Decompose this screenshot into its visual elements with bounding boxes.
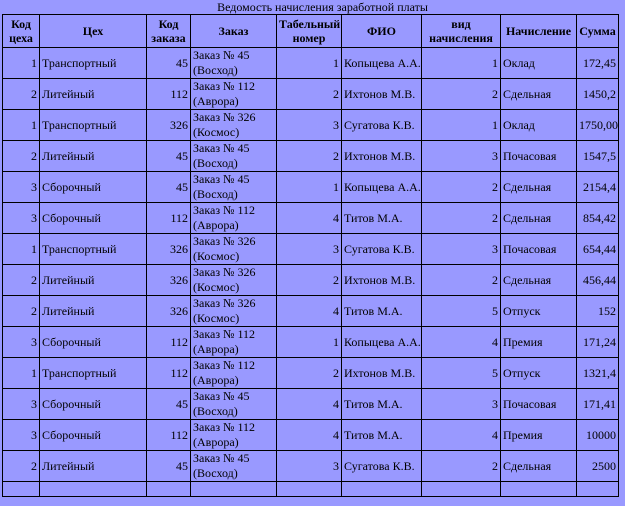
full-name-cell[interactable]: Титов М.А. bbox=[342, 296, 422, 327]
accrual-cell[interactable]: Премия bbox=[501, 327, 577, 358]
personnel-number-cell[interactable]: 1 bbox=[277, 172, 342, 203]
order-code-cell[interactable]: 112 bbox=[147, 203, 191, 234]
accrual-cell[interactable]: Сдельная bbox=[501, 451, 577, 482]
order-code-cell[interactable]: 45 bbox=[147, 451, 191, 482]
table-row bbox=[3, 48, 619, 79]
personnel-number-cell[interactable]: 2 bbox=[277, 79, 342, 110]
personnel-number-cell[interactable]: 4 bbox=[277, 296, 342, 327]
personnel-number-cell[interactable]: 4 bbox=[277, 420, 342, 451]
accrual-cell[interactable]: Премия bbox=[501, 420, 577, 451]
accrual-type-cell[interactable]: 3 bbox=[422, 141, 501, 172]
accrual-cell[interactable]: Отпуск bbox=[501, 358, 577, 389]
accrual-cell[interactable] bbox=[501, 482, 577, 497]
header-personnel-number: Табельный номер bbox=[277, 15, 342, 48]
shop-code-cell[interactable]: 2 bbox=[3, 296, 40, 327]
accrual-type-cell[interactable]: 3 bbox=[422, 389, 501, 420]
personnel-number-cell[interactable]: 4 bbox=[277, 203, 342, 234]
accrual-cell[interactable]: Почасовая bbox=[501, 234, 577, 265]
table-row bbox=[3, 358, 619, 389]
order-cell[interactable]: Заказ № 326 (Космос) bbox=[191, 296, 277, 327]
table-row bbox=[3, 234, 619, 265]
full-name-cell[interactable]: Ихтонов М.В. bbox=[342, 141, 422, 172]
order-cell[interactable]: Заказ № 326 (Космос) bbox=[191, 234, 277, 265]
amount-cell[interactable]: 2154,4 bbox=[577, 172, 619, 203]
order-code-cell[interactable]: 326 bbox=[147, 234, 191, 265]
amount-cell[interactable]: 2500 bbox=[577, 451, 619, 482]
personnel-number-cell[interactable] bbox=[277, 482, 342, 497]
order-cell[interactable]: Заказ № 45 (Восход) bbox=[191, 141, 277, 172]
amount-cell[interactable]: 456,44 bbox=[577, 265, 619, 296]
order-cell[interactable]: Заказ № 45 (Восход) bbox=[191, 48, 277, 79]
accrual-type-cell[interactable]: 5 bbox=[422, 358, 501, 389]
header-accrual: Начисление bbox=[501, 15, 577, 48]
order-code-cell[interactable]: 45 bbox=[147, 172, 191, 203]
accrual-type-cell[interactable]: 3 bbox=[422, 234, 501, 265]
table-row bbox=[3, 327, 619, 358]
accrual-cell[interactable]: Сдельная bbox=[501, 172, 577, 203]
order-cell[interactable]: Заказ № 45 (Восход) bbox=[191, 451, 277, 482]
amount-cell[interactable] bbox=[577, 482, 619, 497]
order-code-cell[interactable]: 112 bbox=[147, 420, 191, 451]
order-code-cell[interactable]: 45 bbox=[147, 48, 191, 79]
shop-cell[interactable]: Транспортный bbox=[40, 358, 147, 389]
shop-code-cell[interactable]: 3 bbox=[3, 172, 40, 203]
shop-cell[interactable]: Транспортный bbox=[40, 48, 147, 79]
payroll-table bbox=[2, 14, 619, 497]
shop-code-cell[interactable]: 2 bbox=[3, 265, 40, 296]
header-order-code: Код заказа bbox=[147, 15, 191, 48]
full-name-cell[interactable]: Титов М.А. bbox=[342, 420, 422, 451]
table-row bbox=[3, 110, 619, 141]
amount-cell[interactable]: 10000 bbox=[577, 420, 619, 451]
personnel-number-cell[interactable]: 3 bbox=[277, 110, 342, 141]
personnel-number-cell[interactable]: 2 bbox=[277, 141, 342, 172]
table-row bbox=[3, 265, 619, 296]
shop-code-cell[interactable]: 2 bbox=[3, 141, 40, 172]
shop-cell[interactable]: Сборочный bbox=[40, 172, 147, 203]
personnel-number-cell[interactable]: 2 bbox=[277, 358, 342, 389]
full-name-cell[interactable]: Копыцева А.А. bbox=[342, 48, 422, 79]
sheet-title: Ведомость начисления заработной платы bbox=[217, 0, 428, 14]
header-shop: Цех bbox=[40, 15, 147, 48]
accrual-type-cell[interactable]: 4 bbox=[422, 327, 501, 358]
shop-code-cell[interactable]: 3 bbox=[3, 389, 40, 420]
personnel-number-cell[interactable]: 1 bbox=[277, 327, 342, 358]
accrual-cell[interactable]: Оклад bbox=[501, 48, 577, 79]
table-row bbox=[3, 141, 619, 172]
order-code-cell[interactable]: 112 bbox=[147, 327, 191, 358]
full-name-cell[interactable]: Сугатова К.В. bbox=[342, 234, 422, 265]
order-cell[interactable] bbox=[191, 482, 277, 497]
amount-cell[interactable]: 1450,2 bbox=[577, 79, 619, 110]
accrual-cell[interactable]: Сдельная bbox=[501, 79, 577, 110]
accrual-type-cell[interactable]: 1 bbox=[422, 48, 501, 79]
accrual-type-cell[interactable]: 2 bbox=[422, 265, 501, 296]
shop-code-cell[interactable]: 3 bbox=[3, 420, 40, 451]
header-shop-code: Код цеха bbox=[3, 15, 40, 48]
full-name-cell[interactable]: Копыцева А.А. bbox=[342, 172, 422, 203]
header-row bbox=[3, 15, 619, 48]
accrual-type-cell[interactable]: 2 bbox=[422, 203, 501, 234]
accrual-type-cell[interactable]: 4 bbox=[422, 420, 501, 451]
order-cell[interactable]: Заказ № 112 (Аврора) bbox=[191, 203, 277, 234]
shop-cell[interactable]: Литейный bbox=[40, 141, 147, 172]
personnel-number-cell[interactable]: 2 bbox=[277, 265, 342, 296]
table-body bbox=[3, 48, 619, 497]
personnel-number-cell[interactable]: 3 bbox=[277, 234, 342, 265]
shop-cell[interactable]: Сборочный bbox=[40, 420, 147, 451]
order-cell[interactable]: Заказ № 326 (Космос) bbox=[191, 265, 277, 296]
accrual-cell[interactable]: Сдельная bbox=[501, 265, 577, 296]
accrual-cell[interactable]: Почасовая bbox=[501, 141, 577, 172]
accrual-type-cell[interactable]: 2 bbox=[422, 79, 501, 110]
table-row bbox=[3, 172, 619, 203]
header-accrual-type: вид начисления bbox=[422, 15, 501, 48]
shop-cell[interactable]: Сборочный bbox=[40, 389, 147, 420]
shop-code-cell[interactable]: 3 bbox=[3, 327, 40, 358]
shop-code-cell[interactable]: 1 bbox=[3, 48, 40, 79]
accrual-cell[interactable]: Сдельная bbox=[501, 203, 577, 234]
header-amount: Сумма bbox=[577, 15, 619, 48]
shop-cell[interactable]: Сборочный bbox=[40, 203, 147, 234]
full-name-cell[interactable]: Сугатова К.В. bbox=[342, 451, 422, 482]
accrual-cell[interactable]: Почасовая bbox=[501, 389, 577, 420]
amount-cell[interactable]: 1321,4 bbox=[577, 358, 619, 389]
order-code-cell[interactable] bbox=[147, 482, 191, 497]
table-row bbox=[3, 79, 619, 110]
table-row bbox=[3, 420, 619, 451]
shop-cell[interactable]: Транспортный bbox=[40, 110, 147, 141]
amount-cell[interactable]: 152 bbox=[577, 296, 619, 327]
order-code-cell[interactable]: 326 bbox=[147, 296, 191, 327]
order-cell[interactable]: Заказ № 45 (Восход) bbox=[191, 172, 277, 203]
table-row bbox=[3, 296, 619, 327]
full-name-cell[interactable]: Ихтонов М.В. bbox=[342, 358, 422, 389]
personnel-number-cell[interactable]: 1 bbox=[277, 48, 342, 79]
personnel-number-cell[interactable]: 4 bbox=[277, 389, 342, 420]
table-row bbox=[3, 389, 619, 420]
full-name-cell[interactable]: Титов М.А. bbox=[342, 389, 422, 420]
accrual-type-cell[interactable]: 5 bbox=[422, 296, 501, 327]
shop-code-cell[interactable]: 1 bbox=[3, 358, 40, 389]
order-cell[interactable]: Заказ № 112 (Аврора) bbox=[191, 358, 277, 389]
shop-cell[interactable]: Литейный bbox=[40, 451, 147, 482]
amount-cell[interactable]: 171,41 bbox=[577, 389, 619, 420]
amount-cell[interactable]: 1750,00 bbox=[577, 110, 619, 141]
shop-code-cell[interactable]: 2 bbox=[3, 79, 40, 110]
order-code-cell[interactable]: 326 bbox=[147, 110, 191, 141]
order-code-cell[interactable]: 326 bbox=[147, 265, 191, 296]
shop-cell[interactable]: Литейный bbox=[40, 79, 147, 110]
amount-cell[interactable]: 854,42 bbox=[577, 203, 619, 234]
header-full-name: ФИО bbox=[342, 15, 422, 48]
amount-cell[interactable]: 654,44 bbox=[577, 234, 619, 265]
shop-cell[interactable]: Сборочный bbox=[40, 327, 147, 358]
table-row bbox=[3, 451, 619, 482]
accrual-cell[interactable]: Оклад bbox=[501, 110, 577, 141]
table-row bbox=[3, 203, 619, 234]
order-cell[interactable]: Заказ № 45 (Восход) bbox=[191, 389, 277, 420]
full-name-cell[interactable]: Титов М.А. bbox=[342, 203, 422, 234]
full-name-cell[interactable] bbox=[342, 482, 422, 497]
amount-cell[interactable]: 1547,5 bbox=[577, 141, 619, 172]
accrual-type-cell[interactable] bbox=[422, 482, 501, 497]
accrual-type-cell[interactable]: 1 bbox=[422, 110, 501, 141]
accrual-type-cell[interactable]: 2 bbox=[422, 451, 501, 482]
order-code-cell[interactable]: 112 bbox=[147, 358, 191, 389]
order-cell[interactable]: Заказ № 112 (Аврора) bbox=[191, 327, 277, 358]
shop-code-cell[interactable]: 1 bbox=[3, 234, 40, 265]
full-name-cell[interactable]: Сугатова К.В. bbox=[342, 110, 422, 141]
amount-cell[interactable]: 171,24 bbox=[577, 327, 619, 358]
order-code-cell[interactable]: 112 bbox=[147, 79, 191, 110]
order-code-cell[interactable]: 45 bbox=[147, 141, 191, 172]
personnel-number-cell[interactable]: 3 bbox=[277, 451, 342, 482]
shop-code-cell[interactable]: 2 bbox=[3, 451, 40, 482]
shop-code-cell[interactable] bbox=[3, 482, 40, 497]
shop-cell[interactable] bbox=[40, 482, 147, 497]
table-row bbox=[3, 482, 619, 497]
order-code-cell[interactable]: 45 bbox=[147, 389, 191, 420]
order-cell[interactable]: Заказ № 112 (Аврора) bbox=[191, 420, 277, 451]
shop-code-cell[interactable]: 3 bbox=[3, 203, 40, 234]
full-name-cell[interactable]: Ихтонов М.В. bbox=[342, 79, 422, 110]
accrual-type-cell[interactable]: 2 bbox=[422, 172, 501, 203]
shop-cell[interactable]: Литейный bbox=[40, 296, 147, 327]
shop-cell[interactable]: Литейный bbox=[40, 265, 147, 296]
accrual-cell[interactable]: Отпуск bbox=[501, 296, 577, 327]
full-name-cell[interactable]: Копыцева А.А. bbox=[342, 327, 422, 358]
shop-cell[interactable]: Транспортный bbox=[40, 234, 147, 265]
order-cell[interactable]: Заказ № 326 (Космос) bbox=[191, 110, 277, 141]
order-cell[interactable]: Заказ № 112 (Аврора) bbox=[191, 79, 277, 110]
header-order: Заказ bbox=[191, 15, 277, 48]
amount-cell[interactable]: 172,45 bbox=[577, 48, 619, 79]
shop-code-cell[interactable]: 1 bbox=[3, 110, 40, 141]
full-name-cell[interactable]: Ихтонов М.В. bbox=[342, 265, 422, 296]
